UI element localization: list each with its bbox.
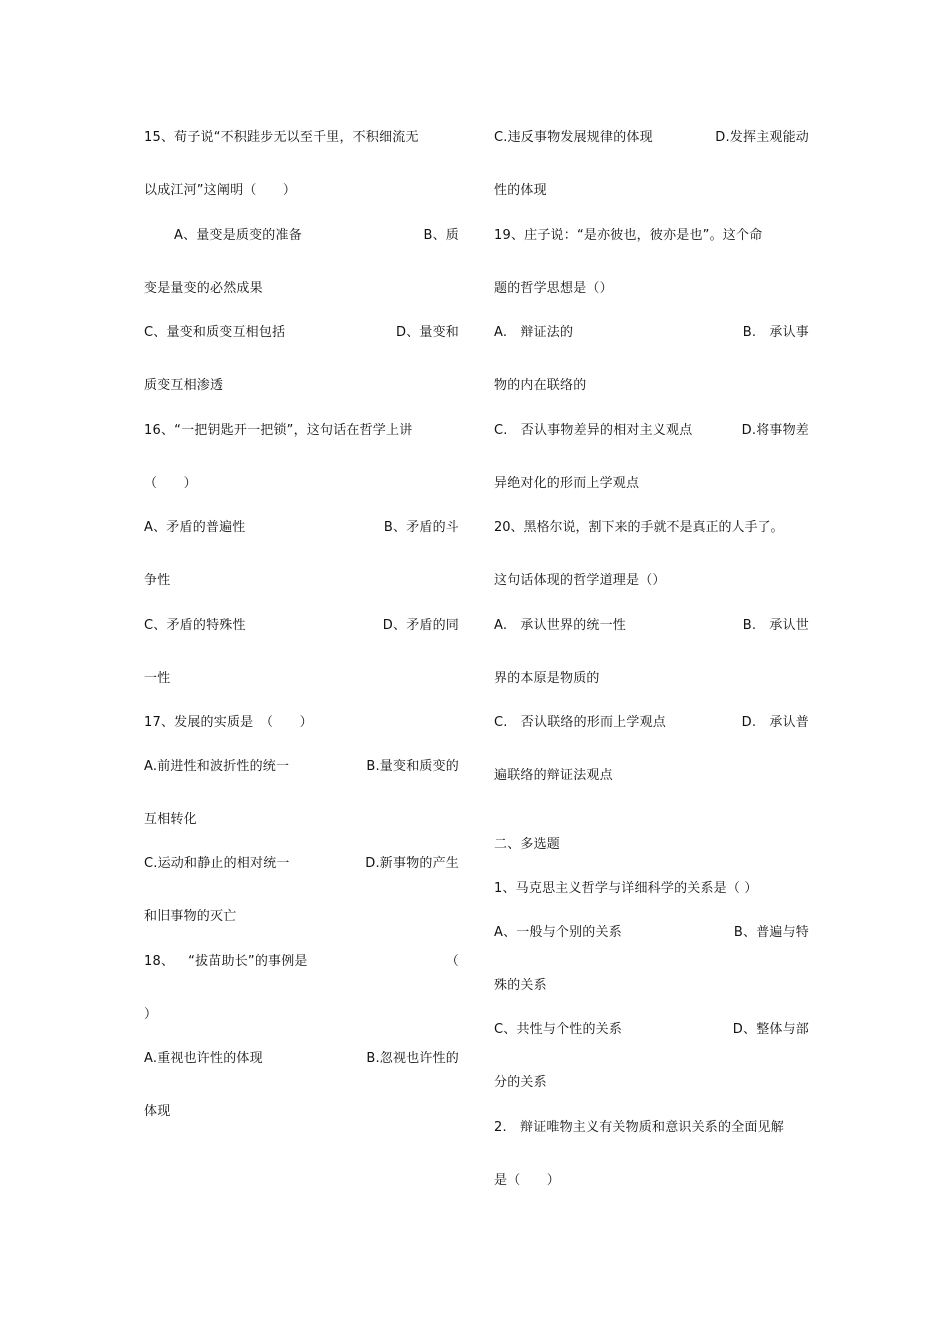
m1-option-c: C、共性与个性的关系 (494, 1022, 623, 1037)
q19-option-d-cont: 异绝对化的形而上学观点 (494, 476, 640, 491)
q16-stem-line-2: （ ） (144, 476, 197, 491)
q19-options-ab (494, 323, 809, 343)
q20-option-d: D. 承认普 (741, 715, 809, 730)
q20-options-ab (494, 616, 809, 636)
q19-option-b-cont: 物的内在联络的 (494, 378, 587, 393)
q16-options-cd (144, 616, 459, 636)
q17-option-d: D.新事物的产生 (365, 856, 459, 871)
q18-stem-text: “拔苗助长”的事例是 (188, 954, 308, 969)
q19-option-c: C. 否认事物差异的相对主义观点 (494, 423, 693, 438)
q16-option-a: A、矛盾的普遍性 (144, 520, 246, 535)
q15-option-d: D、量变和 (395, 325, 459, 340)
q16-options-ab (144, 518, 459, 538)
q18-option-b: B.忽视也许性的 (366, 1051, 459, 1066)
q17-option-b-cont: 互相转化 (144, 812, 197, 827)
m1-stem: 1、马克思主义哲学与详细科学的关系是（ ） (494, 881, 758, 896)
q15-option-c: C、量变和质变互相包括 (144, 325, 286, 340)
q18-stem-main (144, 952, 308, 972)
q17-option-b: B.量变和质变的 (366, 759, 459, 774)
q16-option-d: D、矛盾的同 (382, 618, 459, 633)
q18-options-ab (144, 1049, 459, 1069)
q16-option-b-cont: 争性 (144, 573, 171, 588)
m1-option-b-cont: 殊的关系 (494, 978, 547, 993)
q18-option-d-cont: 性的体现 (494, 183, 547, 198)
q16-option-d-cont: 一性 (144, 671, 171, 686)
q20-options-cd (494, 713, 809, 733)
q15-option-b-cont: 变是量变的必然成果 (144, 281, 263, 296)
q20-option-a: A. 承认世界的统一性 (494, 618, 626, 633)
q20-option-b: B. 承认世 (742, 618, 809, 633)
m2-stem-line-2: 是（ ） (494, 1173, 561, 1188)
q20-option-d-cont: 遍联络的辩证法观点 (494, 768, 613, 783)
m1-options-cd (494, 1020, 809, 1040)
q20-option-c: C. 否认联络的形而上学观点 (494, 715, 667, 730)
q18-number: 18、 (144, 954, 175, 969)
q19-option-a: A. 辩证法的 (494, 325, 574, 340)
q19-option-b: B. 承认事 (742, 325, 809, 340)
m1-option-d: D、整体与部 (732, 1022, 809, 1037)
q16-stem-line-1: 16、“一把钥匙开一把锁”，这句话在哲学上讲 (144, 423, 413, 438)
q17-options-cd (144, 854, 459, 874)
m2-stem-line-1: 2. 辩证唯物主义有关物质和意识关系的全面见解 (494, 1120, 785, 1135)
q15-options-ab (144, 226, 459, 246)
m1-options-ab (494, 923, 809, 943)
q19-stem-line-2: 题的哲学思想是（） (494, 281, 613, 296)
q20-stem-line-1: 20、黑格尔说，割下来的手就不是真正的人手了。 (494, 520, 784, 535)
q18-paren-open: （ (445, 954, 459, 969)
q17-option-c: C.运动和静止的相对统一 (144, 856, 290, 871)
q20-stem-line-2: 这句话体现的哲学道理是（） (494, 573, 666, 588)
q15-options-cd (144, 323, 459, 343)
q17-options-ab (144, 757, 459, 777)
q20-option-b-cont: 界的本原是物质的 (494, 671, 600, 686)
q16-option-c: C、矛盾的特殊性 (144, 618, 246, 633)
q18-stem-line-1 (144, 952, 459, 972)
q18-options-cd (494, 128, 809, 148)
m1-option-d-cont: 分的关系 (494, 1075, 547, 1090)
q18-option-d: D.发挥主观能动 (715, 130, 809, 145)
q17-option-d-cont: 和旧事物的灭亡 (144, 909, 237, 924)
q19-options-cd (494, 421, 809, 441)
q15-stem-line-2: 以成江河”这阐明（ ） (144, 183, 297, 198)
q18-option-a: A.重视也许性的体现 (144, 1051, 263, 1066)
q17-stem: 17、发展的实质是 （ ） (144, 715, 313, 730)
q15-option-b: B、质 (423, 228, 459, 243)
m1-option-b: B、普遍与特 (733, 925, 809, 940)
q18-stem-line-2: ） (144, 1007, 158, 1022)
q19-option-d: D.将事物差 (741, 423, 809, 438)
q17-option-a: A.前进性和波折性的统一 (144, 759, 290, 774)
q18-option-c: C.违反事物发展规律的体现 (494, 130, 653, 145)
q15-option-a: A、量变是质变的准备 (174, 228, 302, 243)
m1-option-a: A、一般与个别的关系 (494, 925, 622, 940)
q15-stem-line-1: 15、荀子说“不积跬步无以至千里，不积细流无 (144, 130, 419, 145)
q15-option-d-cont: 质变互相渗透 (144, 378, 224, 393)
q19-stem-line-1: 19、庄子说：“是亦彼也，彼亦是也”。这个命 (494, 228, 763, 243)
q18-option-b-cont: 体现 (144, 1104, 171, 1119)
section-heading-multiple-choice: 二、多选题 (494, 837, 561, 852)
q16-option-b: B、矛盾的斗 (383, 520, 459, 535)
